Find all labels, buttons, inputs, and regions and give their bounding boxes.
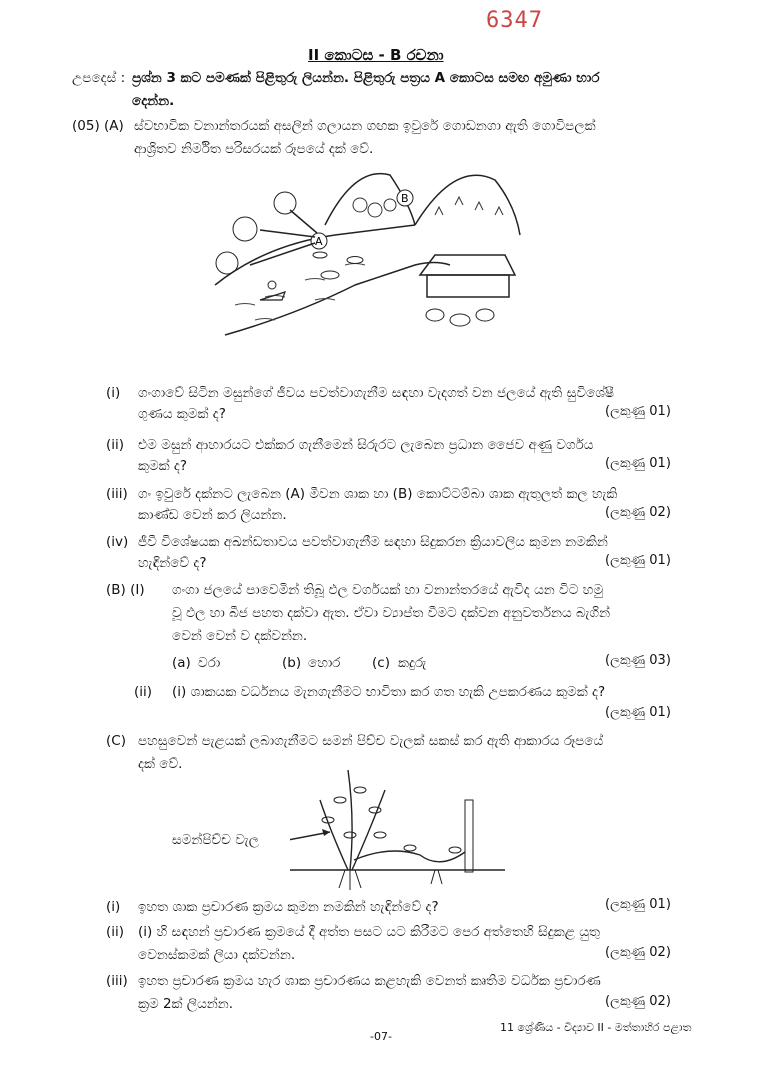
- part-b-label: (B) (I): [106, 582, 145, 598]
- part-a-label: (A): [104, 118, 124, 134]
- part-b-sub-text: (i) ශාකයක වර්ධනය මැනගැනීමට භාවිතා කර ගත හැකි උපකරණය කුමක් ද?: [172, 684, 606, 700]
- part-c-line2: දක් වේ.: [138, 756, 183, 772]
- figure-label-a: A: [315, 235, 323, 248]
- a-item-2-line2: කුමක් ද?: [138, 458, 188, 474]
- instructions-label: උපදෙස් :: [72, 70, 126, 86]
- a-item-3-marks: (ලකුණු 02): [605, 505, 671, 520]
- instructions-line1: ප්‍රශ්න 3 කට පමණක් පිළිතුරු ලියන්න. පිළිතුරු පත්‍රය A කොටස සමඟ අමුණා භාර: [132, 70, 600, 86]
- option-a-key: (a): [172, 655, 191, 671]
- part-b-line3: වෙන් වෙන් ව දක්වන්න.: [172, 628, 308, 644]
- part-c-label: (C): [106, 733, 126, 749]
- figure-label-b: B: [401, 192, 409, 205]
- page-number: -07-: [370, 1030, 392, 1043]
- a-item-3-num: (iii): [106, 486, 128, 502]
- c-item-1-num: (i): [106, 899, 121, 915]
- c-item-1-marks: (ලකුණු 01): [605, 897, 671, 912]
- c-item-3-marks: (ලකුණු 02): [605, 994, 671, 1009]
- section-title: II කොටස - B රචනා: [308, 46, 444, 64]
- part-a-intro-line1: ස්වභාවික වනාන්තරයක් අසලින් ගලායන ගඟක ඉවුරේ ගොඩනගා ඇති ගොවිපලක්: [134, 118, 596, 134]
- option-c-key: (c): [372, 655, 390, 671]
- a-item-1-line1: ගංගාවේ සිටින මසුන්ගේ ජීවය පවත්වාගැනීම සඳහා වැදගත් වන ජලයේ ඇති සුවිශේෂී: [138, 385, 615, 401]
- footer-info: 11 ශ්‍රේණිය - විද්‍යාව II - මත්තාහිර පළාත: [500, 1021, 692, 1034]
- figure-label-plant: සමන්පිච්ච වැල: [172, 832, 259, 848]
- part-b-sub-label: (ii): [134, 684, 153, 700]
- c-item-1-line1: ඉහත ශාක ප්‍රචාරණ ක්‍රමය කුමන නමකින් හැඳින්වේ ද?: [138, 899, 439, 915]
- a-item-3-line1: ගං ඉවුරේ දක්නට ලැබෙන (A) මීවන ශාක හා (B) කොට්ටම්බා ශාක ඇතුලත් කල හැකි: [138, 486, 618, 502]
- c-item-2-num: (ii): [106, 924, 125, 940]
- a-item-2-line1: එම මසුන් ආහාරයට එක්කර ගැනීමෙන් සිරුරට ලැබෙන ප්‍රධාන ජෛව අණු වර්ගය: [138, 437, 594, 453]
- page-stamp-number: 6347: [486, 8, 543, 33]
- c-item-2-line2: වෙනස්කමක් ලියා දක්වන්න.: [138, 947, 296, 963]
- c-item-3-line1: ඉහත ප්‍රචාරණ ක්‍රමය හැර ශාක ප්‍රචාරණය කළහැකි වෙනත් කෘතිම වර්ධක ප්‍රචාරණ: [138, 973, 601, 989]
- river-farm-illustration: [205, 165, 525, 355]
- instructions-line2: දෙන්න.: [132, 93, 175, 109]
- a-item-2-num: (ii): [106, 437, 125, 453]
- option-b-key: (b): [282, 655, 302, 671]
- option-b-text: හොර: [308, 655, 341, 671]
- option-c-text: කදුරු: [398, 655, 427, 671]
- c-item-3-num: (iii): [106, 973, 128, 989]
- a-item-4-line2: හැඳින්වේ ද?: [138, 555, 207, 571]
- a-item-1-num: (i): [106, 385, 121, 401]
- part-b-line2: වූ ඵල හා බීජ පහත දක්වා ඇත. ඒවා ව්‍යාප්ත වීමට දක්වන අනුවර්තනය බැගින්: [172, 605, 611, 621]
- a-item-1-line2: ගුණය කුමක් ද?: [138, 406, 226, 422]
- c-item-2-marks: (ලකුණු 02): [605, 945, 671, 960]
- a-item-2-marks: (ලකුණු 01): [605, 456, 671, 471]
- a-item-3-line2: කාණ්ඩ වෙන් කර ලියන්න.: [138, 507, 287, 523]
- option-a-text: වරා: [198, 655, 221, 671]
- part-b-line1: ගංගා ජලයේ පාවෙමින් තිබූ ඵල වර්ගයක් හා වනාන්තරයේ ඇවිද යන විට හමු: [172, 582, 604, 598]
- part-a-intro-line2: ආශ්‍රිතව නිර්මිත පරිසරයක් රූපයේ දක් වේ.: [134, 141, 374, 157]
- c-item-2-line1: (i) හි සඳහන් ප්‍රචාරණ ක්‍රමයේ දී අත්ත පසට යට කිරීමට පෙර අත්තෙහි සිදුකළ යුතු: [138, 924, 600, 940]
- part-b-marks-2: (ලකුණු 01): [605, 705, 671, 720]
- a-item-4-line1: ජීවී විශේෂයක අඛන්ඩතාවය පවත්වාගැනීම සඳහා සිදුකරන ක්‍රියාවලිය කුමන නමකින්: [138, 534, 608, 550]
- plant-layering-illustration: [290, 760, 510, 895]
- a-item-1-marks: (ලකුණු 01): [605, 404, 671, 419]
- question-number: (05): [72, 118, 100, 134]
- c-item-3-line2: ක්‍රම 2ක් ලියන්න.: [138, 996, 234, 1012]
- part-c-line1: පහසුවෙන් පැළයක් ලබාගැනීමට සමන් පිච්ච වැලක් සකස් කර ඇති ආකාරය රූපයේ: [138, 733, 604, 749]
- a-item-4-marks: (ලකුණු 01): [605, 553, 671, 568]
- a-item-4-num: (iv): [106, 534, 129, 550]
- part-b-marks-1: (ලකුණු 03): [605, 653, 671, 668]
